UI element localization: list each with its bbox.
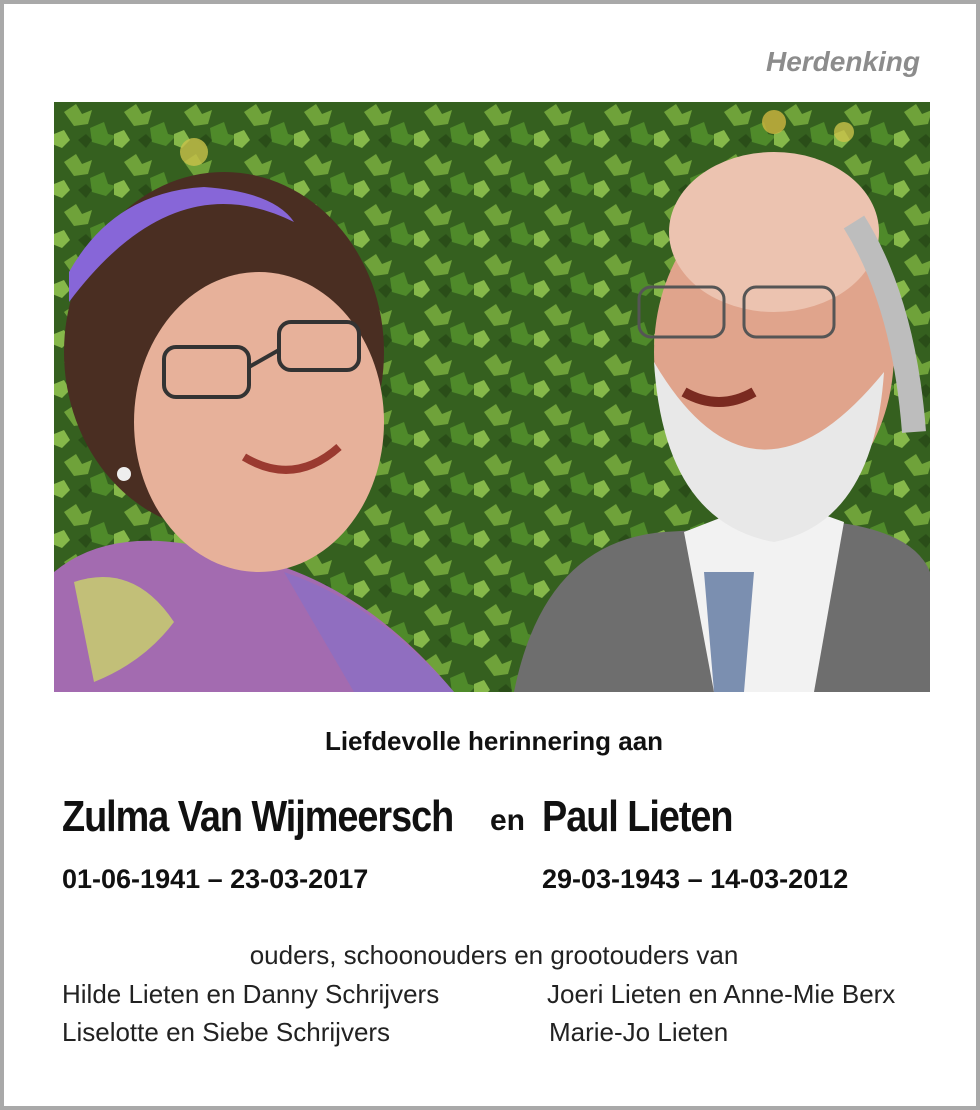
child-entry: Hilde Lieten en Danny Schrijvers — [62, 979, 440, 1009]
names-conjunction: en — [490, 804, 526, 837]
intro-text: Liefdevolle herinnering aan — [324, 726, 664, 756]
child-entry: Joeri Lieten en Anne-Mie Berx — [547, 979, 896, 1009]
couple-photo-icon — [54, 102, 930, 692]
person2-dates: 29-03-1943 – 14-03-2012 — [542, 864, 849, 894]
person2-name: Paul Lieten — [542, 792, 733, 841]
header-label: Herdenking — [765, 46, 920, 77]
child-entry: Liselotte en Siebe Schrijvers — [62, 1017, 391, 1047]
child-entry: Marie-Jo Lieten — [549, 1017, 729, 1047]
relation-text: ouders, schoonouders en grootouders van — [249, 940, 739, 970]
person1-dates: 01-06-1941 – 23-03-2017 — [62, 864, 369, 894]
person1-name: Zulma Van Wijmeersch — [62, 792, 454, 841]
